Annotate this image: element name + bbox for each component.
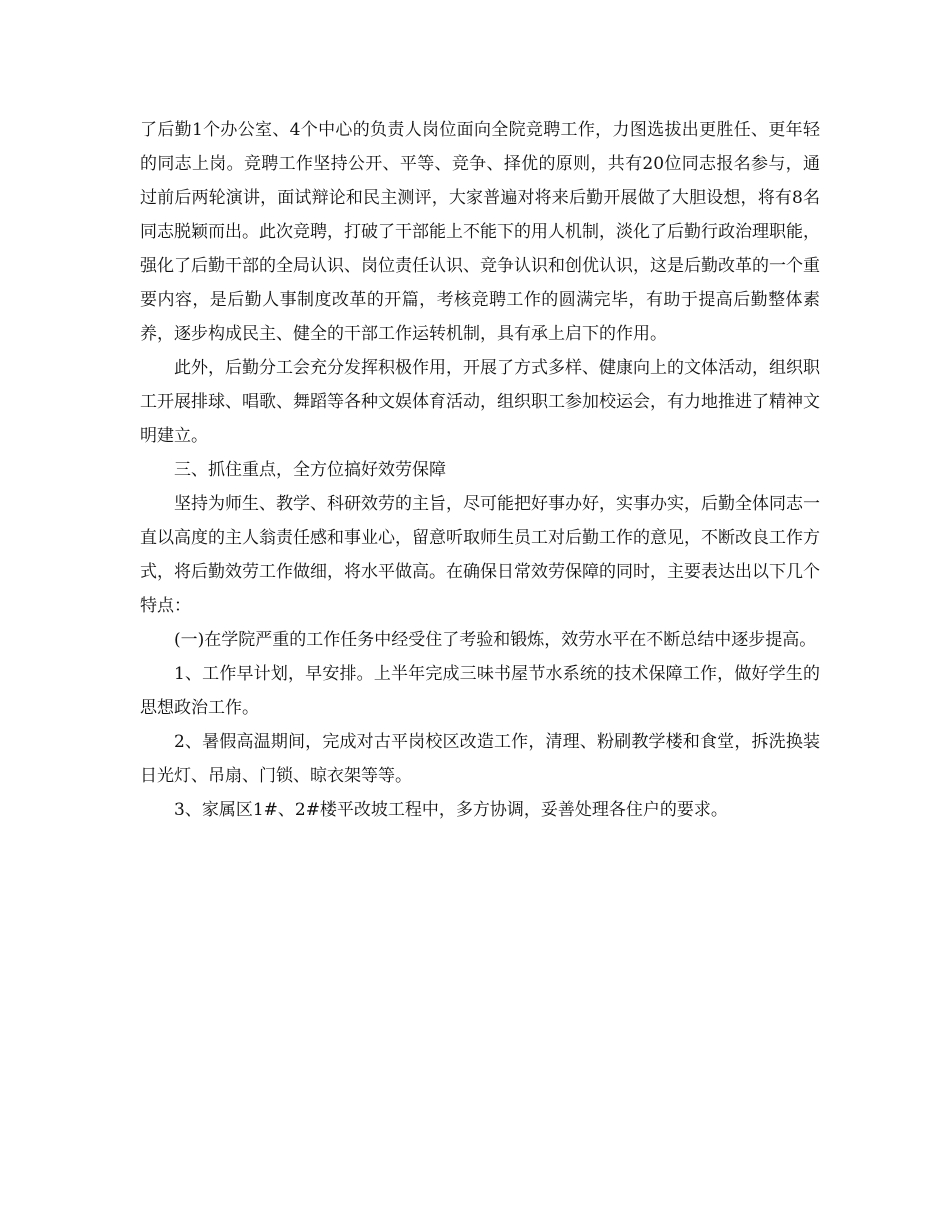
list-item-1: 1、工作早计划，早安排。上半年完成三味书屋节水系统的技术保障工作，做好学生的思想政治工作。	[140, 664, 820, 718]
paragraph-union-activities: 此外，后勤分工会充分发挥积极作用，开展了方式多样、健康向上的文体活动，组织职工开展排球、唱歌、舞蹈等各种文娱体育活动，组织职工参加校运会，有力地推进了精神文明建立。	[140, 358, 820, 446]
list-item-2: 2、暑假高温期间，完成对古平岗校区改造工作，清理、粉刷教学楼和食堂，拆洗换装日光灯、吊扇、门锁、晾衣架等等。	[140, 732, 820, 786]
document-body	[140, 113, 820, 827]
list-item-3: 3、家属区1#、2#楼平改坡工程中，多方协调，妥善处理各住户的要求。	[174, 800, 728, 820]
paragraph-service-purpose: 坚持为师生、教学、科研效劳的主旨，尽可能把好事办好，实事办实，后勤全体同志一直以高度的主人翁责任感和事业心，留意听取师生员工对后勤工作的意见，不断改良工作方式，将后勤效劳工作做细，将水平做高。在确保日常效劳保障的同时，主要表达出以下几个特点：	[140, 494, 820, 616]
section-heading-service-guarantee: 三、抓住重点，全方位搞好效劳保障	[174, 460, 446, 480]
subheading-point-one: (一)在学院严重的工作任务中经受住了考验和锻炼，效劳水平在不断总结中逐步提高。	[174, 630, 817, 650]
paragraph-recruitment-continued: 了后勤1个办公室、4个中心的负责人岗位面向全院竞聘工作，力图选拔出更胜任、更年轻的同志上岗。竞聘工作坚持公开、平等、竞争、择优的原则，共有20位同志报名参与，通过前后两轮演讲，面试辩论和民主测评，大家普遍对将来后勤开展做了大胆设想，将有8名同志脱颖而出。此次竞聘，打破了干部能上不能下的用人机制，淡化了后勤行政治理职能，强化了后勤干部的全局认识、岗位责任认识、竞争认识和创优认识，这是后勤改革的一个重要内容，是后勤人事制度改革的开篇，考核竞聘工作的圆满完毕，有助于提高后勤整体素养，逐步构成民主、健全的干部工作运转机制，具有承上启下的作用。	[140, 120, 820, 344]
